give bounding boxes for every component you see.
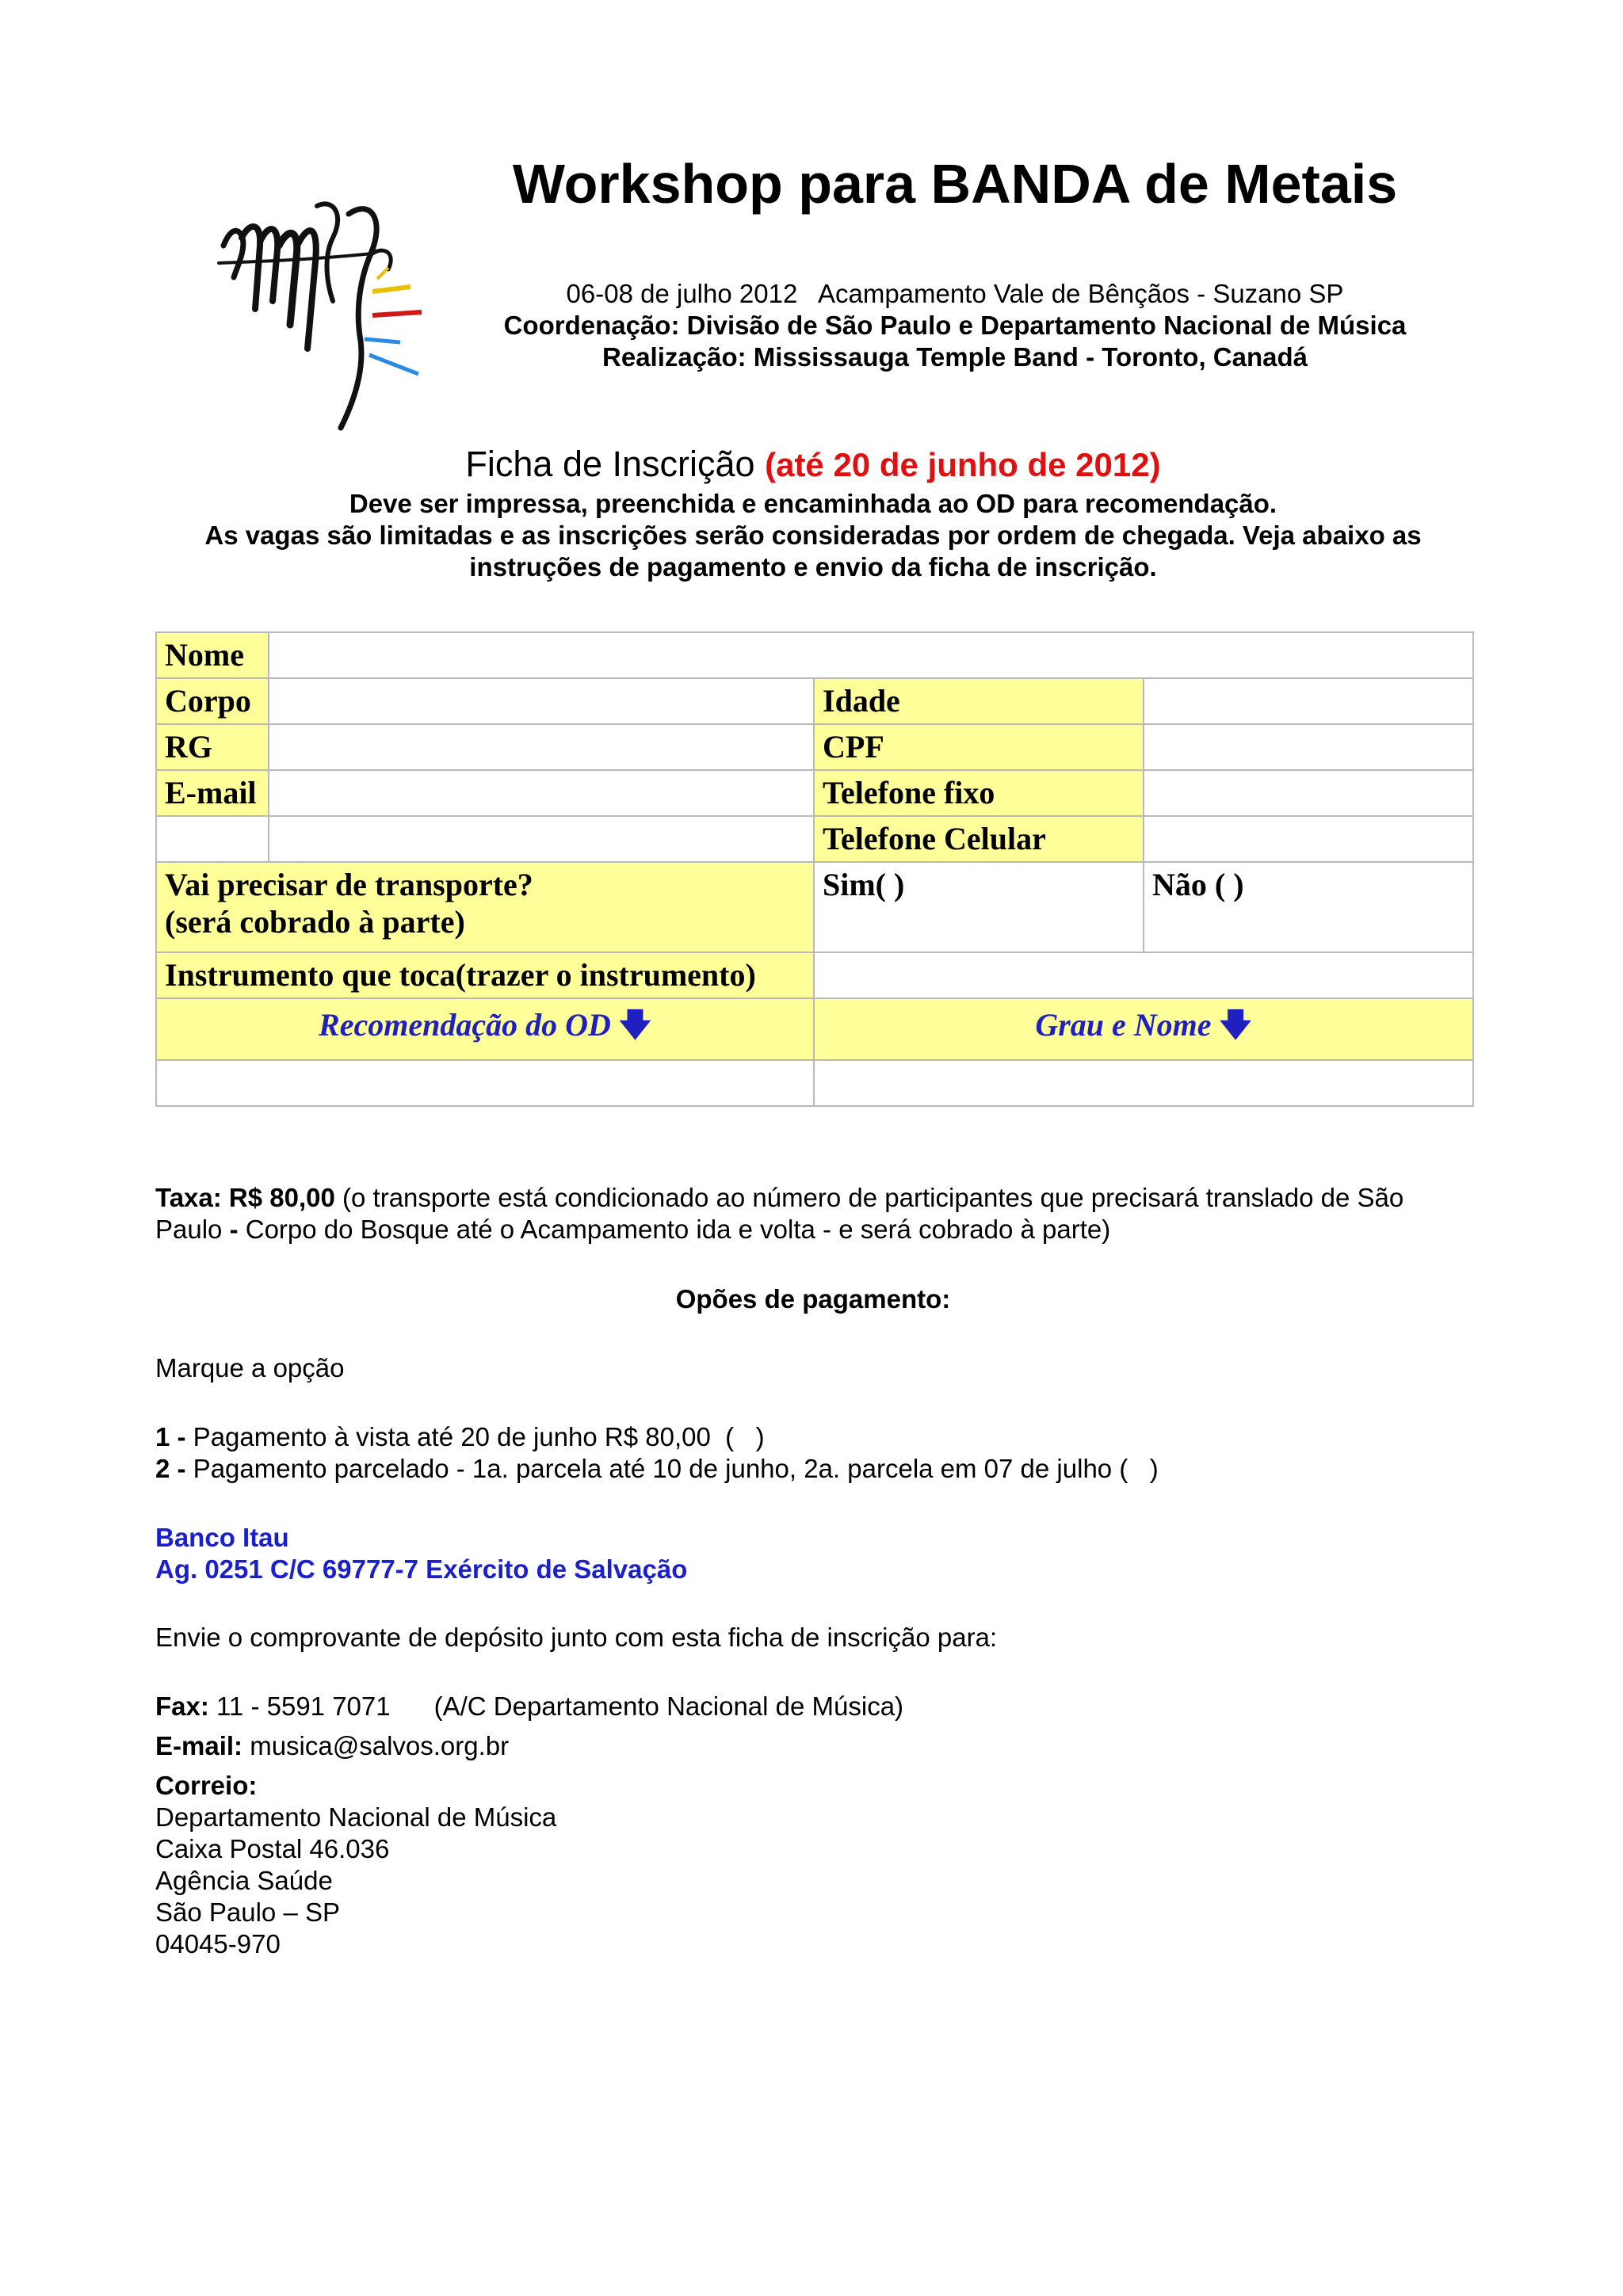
label-instrumento: Instrumento que toca(trazer o instrumento) bbox=[156, 952, 814, 998]
option-2-text: Pagamento parcelado - 1a. parcela até 10 de junho, 2a. parcela em 07 de julho ( ) bbox=[185, 1454, 1159, 1483]
payment-option-1[interactable] bbox=[155, 1421, 1471, 1453]
instruction-line-2: As vagas são limitadas e as inscrições serão consideradas por ordem de chegada. Veja abaixo as bbox=[204, 521, 1422, 550]
address-line-5: 04045-970 bbox=[155, 1929, 281, 1958]
label-nome: Nome bbox=[156, 632, 269, 678]
bank-account: Ag. 0251 C/C 69777-7 Exército de Salvação bbox=[155, 1554, 688, 1584]
transporte-note: (será cobrado à parte) bbox=[165, 904, 465, 940]
mb-logo-image bbox=[214, 190, 444, 444]
fee-paragraph bbox=[155, 1182, 1471, 1245]
fee-text-1: (o transporte está condicionado ao número de participantes que precisará translado de São bbox=[334, 1183, 1404, 1212]
form-heading bbox=[155, 444, 1471, 485]
label-corpo: Corpo bbox=[156, 678, 269, 724]
option-1-number: 1 - bbox=[155, 1422, 186, 1451]
instruction-line-3: instruções de pagamento e envio da ficha de inscrição. bbox=[469, 552, 1157, 582]
recomendacao-label: Recomendação do OD bbox=[319, 1007, 611, 1043]
address-line-4: São Paulo – SP bbox=[155, 1897, 340, 1927]
instruction-line-1: Deve ser impressa, preenchida e encaminhada ao OD para recomendação. bbox=[349, 489, 1277, 518]
rg-field[interactable] bbox=[269, 724, 814, 770]
fee-dash: - bbox=[222, 1215, 246, 1244]
email-label: E-mail: bbox=[155, 1731, 243, 1760]
mail-label: Correio: bbox=[155, 1771, 258, 1800]
table-row bbox=[156, 816, 1473, 862]
recomendacao-header bbox=[156, 998, 814, 1060]
table-row bbox=[156, 862, 1473, 952]
arrow-down-icon: 🡇 bbox=[618, 1007, 651, 1043]
coordination-line: Coordenação: Divisão de São Paulo e Departamento Nacional de Música bbox=[503, 311, 1407, 340]
page-title: Workshop para BANDA de Metais bbox=[512, 153, 1398, 215]
label-telefone-fixo: Telefone fixo bbox=[814, 770, 1144, 816]
transporte-question: Vai precisar de transporte? bbox=[165, 867, 533, 902]
instrumento-field[interactable] bbox=[814, 952, 1473, 998]
corpo-field[interactable] bbox=[269, 678, 814, 724]
grau-nome-field[interactable] bbox=[814, 1060, 1473, 1106]
email-line bbox=[155, 1730, 1471, 1762]
fee-label: Taxa: R$ 80,00 bbox=[155, 1183, 335, 1212]
label-transporte bbox=[156, 862, 814, 952]
idade-field[interactable] bbox=[1144, 678, 1473, 724]
form-deadline: (até 20 de junho de 2012) bbox=[765, 446, 1161, 483]
label-cpf: CPF bbox=[814, 724, 1144, 770]
nome-field[interactable] bbox=[269, 632, 1473, 678]
arrow-down-icon: 🡇 bbox=[1219, 1007, 1252, 1043]
recomendacao-field[interactable] bbox=[156, 1060, 814, 1106]
realization-line: Realização: Mississauga Temple Band - Toronto, Canadá bbox=[602, 342, 1308, 372]
telefone-fixo-field[interactable] bbox=[1144, 770, 1473, 816]
event-date-location: 06-08 de julho 2012 Acampamento Vale de Bênçãos - Suzano SP bbox=[566, 279, 1344, 308]
label-email: E-mail bbox=[156, 770, 269, 816]
option-1-text: Pagamento à vista até 20 de junho R$ 80,00 ( ) bbox=[185, 1422, 765, 1451]
address-line-1: Departamento Nacional de Música bbox=[155, 1802, 557, 1832]
registration-form-table bbox=[155, 631, 1474, 1107]
telefone-celular-field[interactable] bbox=[1144, 816, 1473, 862]
form-title: Ficha de Inscrição bbox=[465, 444, 755, 484]
table-row bbox=[156, 632, 1473, 678]
email-field-extra[interactable] bbox=[269, 816, 814, 862]
table-row bbox=[156, 770, 1473, 816]
grau-nome-label: Grau e Nome bbox=[1035, 1007, 1212, 1043]
label-idade: Idade bbox=[814, 678, 1144, 724]
email-value[interactable]: musica@salvos.org.br bbox=[242, 1731, 510, 1760]
label-rg: RG bbox=[156, 724, 269, 770]
email-field[interactable] bbox=[269, 770, 814, 816]
empty-cell bbox=[156, 816, 269, 862]
fax-label: Fax: bbox=[155, 1691, 209, 1721]
table-row bbox=[156, 724, 1473, 770]
send-instruction: Envie o comprovante de depósito junto com esta ficha de inscrição para: bbox=[155, 1623, 998, 1652]
table-row bbox=[156, 998, 1473, 1060]
option-2-number: 2 - bbox=[155, 1454, 186, 1483]
table-row bbox=[156, 678, 1473, 724]
grau-nome-header bbox=[814, 998, 1473, 1060]
address-line-2: Caixa Postal 46.036 bbox=[155, 1834, 390, 1863]
fax-line bbox=[155, 1691, 1471, 1722]
label-telefone-celular: Telefone Celular bbox=[814, 816, 1144, 862]
payment-option-2[interactable] bbox=[155, 1453, 1471, 1485]
address-line-3: Agência Saúde bbox=[155, 1866, 333, 1895]
table-row bbox=[156, 952, 1473, 998]
table-row bbox=[156, 1060, 1473, 1106]
fee-text-3: Corpo do Bosque até o Acampamento ida e volta - e será cobrado à parte) bbox=[245, 1215, 1111, 1244]
payment-heading: Opões de pagamento: bbox=[675, 1284, 951, 1314]
fax-value: 11 - 5591 7071 (A/C Departamento Nacional de Música) bbox=[208, 1691, 904, 1721]
cpf-field[interactable] bbox=[1144, 724, 1473, 770]
fee-text-2: Paulo bbox=[155, 1215, 223, 1244]
bank-name: Banco Itau bbox=[155, 1523, 289, 1552]
transporte-sim-option[interactable]: Sim( ) bbox=[814, 862, 1144, 952]
transporte-nao-option[interactable]: Não ( ) bbox=[1144, 862, 1473, 952]
payment-mark-instruction: Marque a opção bbox=[155, 1353, 345, 1383]
